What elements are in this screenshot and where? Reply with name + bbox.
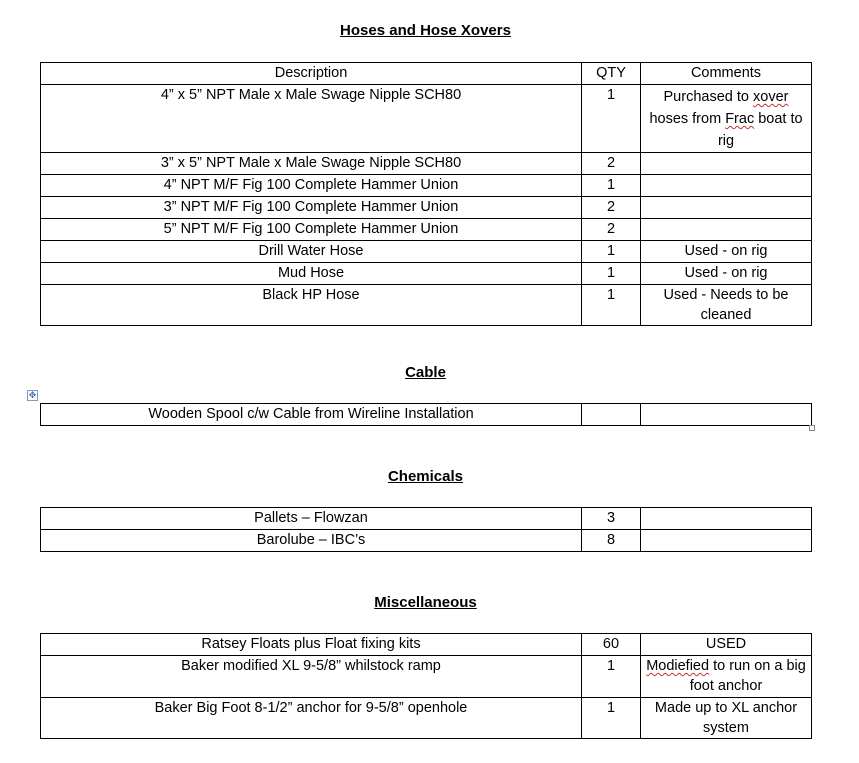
cell-qty: 60 bbox=[582, 634, 641, 656]
spell-error: Frac bbox=[725, 111, 755, 127]
cell-comments bbox=[641, 219, 812, 241]
spell-error: xover bbox=[753, 89, 789, 105]
table-row bbox=[41, 153, 812, 175]
cell-comments bbox=[641, 508, 812, 530]
table-row bbox=[41, 219, 812, 241]
table-row bbox=[41, 85, 812, 153]
move-arrows-icon[interactable]: ✥ bbox=[28, 390, 37, 400]
cell-qty: 1 bbox=[582, 285, 641, 326]
cell-comments: USED bbox=[641, 634, 812, 656]
cell-comments: Used - Needs to be cleaned bbox=[641, 285, 812, 326]
chemicals-table bbox=[40, 507, 812, 552]
section-title-hoses: Hoses and Hose Xovers bbox=[340, 22, 511, 39]
cell-description: Barolube – IBC’s bbox=[41, 530, 582, 552]
table-row bbox=[41, 263, 812, 285]
cell-qty: 1 bbox=[582, 241, 641, 263]
cell-qty: 1 bbox=[582, 263, 641, 285]
cell-description: 4” x 5” NPT Male x Male Swage Nipple SCH80 bbox=[41, 85, 582, 153]
table-row bbox=[41, 285, 812, 326]
table-row bbox=[41, 175, 812, 197]
cell-qty: 2 bbox=[582, 153, 641, 175]
table-row bbox=[41, 241, 812, 263]
cell-qty: 1 bbox=[582, 175, 641, 197]
cell-qty: 8 bbox=[582, 530, 641, 552]
header-description: Description bbox=[41, 63, 582, 85]
hoses-table bbox=[40, 62, 812, 326]
table-header-row bbox=[41, 63, 812, 85]
cell-qty: 2 bbox=[582, 219, 641, 241]
cell-comments: Made up to XL anchor system bbox=[641, 698, 812, 739]
table-row bbox=[41, 530, 812, 552]
header-qty: QTY bbox=[582, 63, 641, 85]
section-title-cable: Cable bbox=[405, 364, 446, 381]
table-row bbox=[41, 656, 812, 698]
cell-description: Baker modified XL 9-5/8” whilstock ramp bbox=[41, 656, 582, 698]
table-row bbox=[41, 508, 812, 530]
misc-table bbox=[40, 633, 812, 739]
cell-description: Mud Hose bbox=[41, 263, 582, 285]
table-row bbox=[41, 197, 812, 219]
resize-square-icon[interactable] bbox=[809, 425, 815, 431]
cell-description: Baker Big Foot 8-1/2” anchor for 9-5/8” openhole bbox=[41, 698, 582, 739]
cell-comments bbox=[641, 530, 812, 552]
cell-description: Pallets – Flowzan bbox=[41, 508, 582, 530]
cell-comments: Used - on rig bbox=[641, 241, 812, 263]
section-title-chemicals: Chemicals bbox=[387, 468, 464, 485]
cell-comments: Purchased to xover hoses from Frac boat to rig bbox=[641, 85, 812, 153]
section-title-misc: Miscellaneous bbox=[374, 594, 477, 611]
cell-qty: 2 bbox=[582, 197, 641, 219]
cable-table bbox=[40, 403, 812, 426]
cell-comments bbox=[641, 153, 812, 175]
spell-error: Modiefied bbox=[646, 658, 710, 674]
cell-description: Drill Water Hose bbox=[41, 241, 582, 263]
header-comments: Comments bbox=[641, 63, 812, 85]
cell-description: 5” NPT M/F Fig 100 Complete Hammer Union bbox=[41, 219, 582, 241]
cell-description: Wooden Spool c/w Cable from Wireline Installation bbox=[41, 404, 582, 426]
cell-description: Black HP Hose bbox=[41, 285, 582, 326]
cell-qty: 1 bbox=[582, 85, 641, 153]
cell-comments bbox=[641, 404, 812, 426]
cell-description: Ratsey Floats plus Float fixing kits bbox=[41, 634, 582, 656]
cell-qty: 1 bbox=[582, 698, 641, 739]
cell-qty: 3 bbox=[582, 508, 641, 530]
cell-qty: 1 bbox=[582, 656, 641, 698]
cell-comments bbox=[641, 175, 812, 197]
table-row bbox=[41, 404, 812, 426]
cell-comments: Modiefied to run on a big foot anchor bbox=[641, 656, 812, 698]
cell-qty bbox=[582, 404, 641, 426]
table-row bbox=[41, 634, 812, 656]
table-row bbox=[41, 698, 812, 739]
cell-comments: Used - on rig bbox=[641, 263, 812, 285]
cell-description: 3” NPT M/F Fig 100 Complete Hammer Union bbox=[41, 197, 582, 219]
cell-description: 4” NPT M/F Fig 100 Complete Hammer Union bbox=[41, 175, 582, 197]
cell-comments bbox=[641, 197, 812, 219]
cell-description: 3” x 5” NPT Male x Male Swage Nipple SCH80 bbox=[41, 153, 582, 175]
